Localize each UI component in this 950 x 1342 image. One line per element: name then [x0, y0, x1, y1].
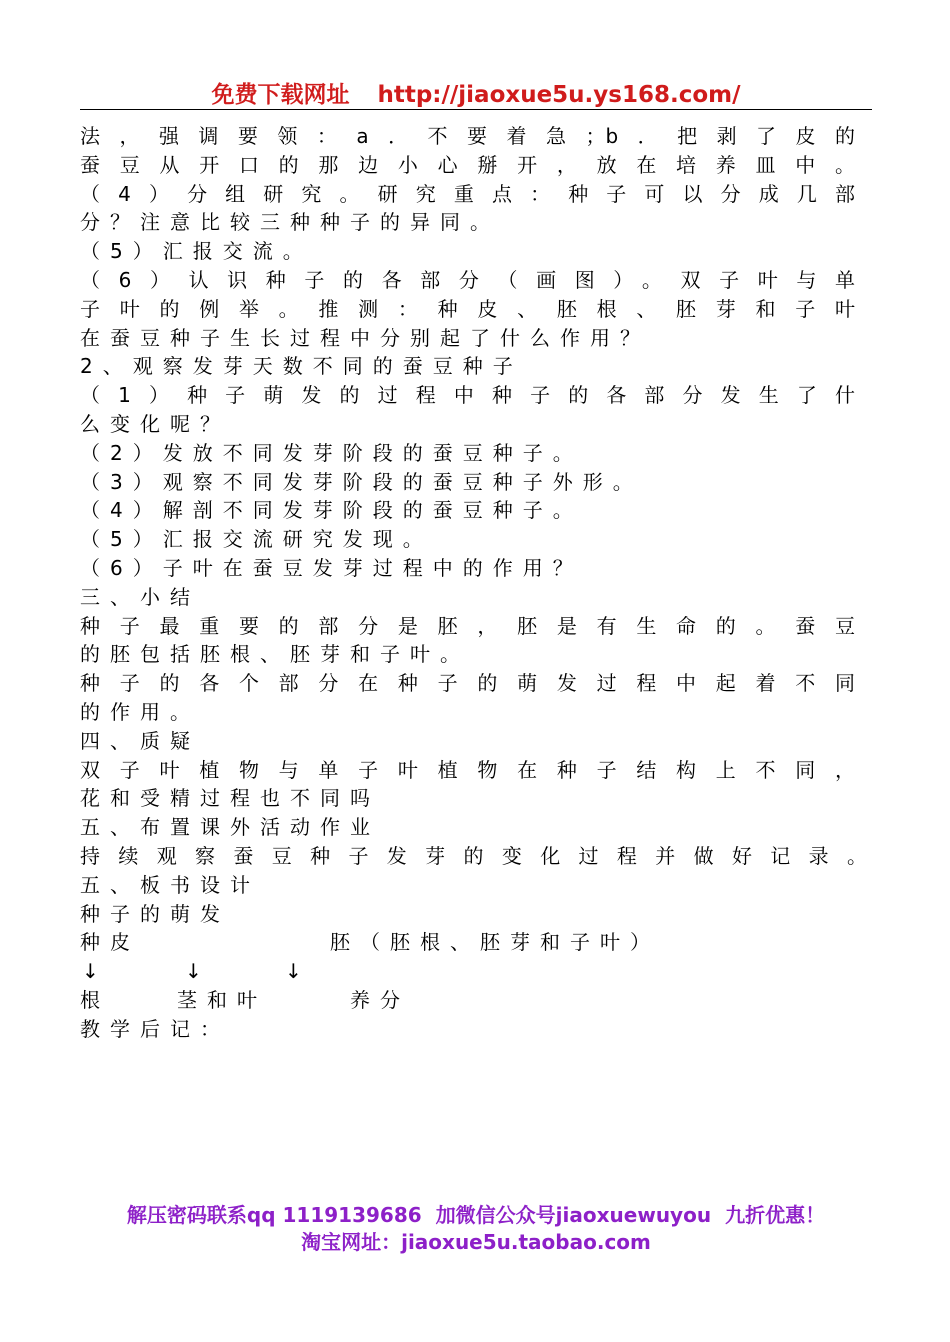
download-header [80, 76, 872, 109]
footer-taobao-link[interactable]: 淘宝网址：jiaoxue5u.taobao.com [301, 1230, 651, 1254]
header-divider [80, 109, 872, 110]
text-line: （5）汇报交流。 [80, 239, 313, 264]
footer-password-qq: 解压密码联系qq 1119139686 [126, 1203, 422, 1227]
text-line: （4）解剖不同发芽阶段的蚕豆种子。 [80, 498, 583, 523]
section-heading: 五、板书设计 [80, 872, 260, 897]
text-line: 种子最重要的部分是胚，胚是有生命的。蚕豆 [80, 613, 855, 638]
text-line: （2）发放不同发芽阶段的蚕豆种子。 [80, 440, 583, 465]
board-row-top [80, 928, 870, 957]
teaching-notes-label: 教学后记： [80, 1016, 230, 1041]
text-line: 种子的各个部分在种子的萌发过程中起着不同 [80, 671, 855, 696]
text-line: 子叶的例举。推测：种皮、胚根、胚芽和子叶 [80, 296, 855, 321]
section-heading: 四、质疑 [80, 728, 200, 753]
text-line: 的胚包括胚根、胚芽和子叶。 [80, 642, 470, 667]
text-line: 蚕豆从开口的那边小心掰开，放在培养皿中。 [80, 152, 855, 177]
text-line: 花和受精过程也不同吗 [80, 786, 380, 811]
text-line: （3）观察不同发芽阶段的蚕豆种子外形。 [80, 469, 643, 494]
board-arrows-row [80, 957, 870, 986]
board-root: 根 [80, 987, 110, 1012]
text-line: 在蚕豆种子生长过程中分别起了什么作用？ [80, 325, 650, 350]
text-line: 法，强调要领：a．不要着急；b．把剥了皮的 [80, 124, 855, 148]
board-title: 种子的萌发 [80, 901, 230, 926]
document-body [80, 122, 870, 1044]
footer-wechat: 加微信公众号jiaoxuewuyou [435, 1203, 712, 1227]
board-nutrient: 养分 [350, 987, 410, 1012]
arrow-down-icon: ↓ [185, 959, 202, 984]
text-line: 2、观察发芽天数不同的蚕豆种子 [80, 354, 523, 379]
text-line: 持续观察蚕豆种子发芽的变化过程并做好记录。 [80, 843, 867, 868]
board-stem-leaf: 茎和叶 [177, 987, 267, 1012]
text-line: （1）种子萌发的过程中种子的各部分发生了什 [80, 383, 855, 408]
text-line: 么变化呢？ [80, 411, 230, 436]
text-line: 的作用。 [80, 699, 200, 724]
text-line: （6）子叶在蚕豆发芽过程中的作用？ [80, 555, 583, 580]
text-line: （4）分组研究。研究重点：种子可以分成几部 [80, 181, 855, 206]
board-seed-coat: 种皮 [80, 930, 140, 955]
header-url-link[interactable]: http://jiaoxue5u.ys168.com/ [377, 82, 741, 108]
arrow-down-icon: ↓ [285, 959, 302, 984]
board-embryo: 胚（胚根、胚芽和子叶） [330, 930, 660, 955]
section-heading: 三、小结 [80, 584, 200, 609]
text-line: 双子叶植物与单子叶植物在种子结构上不同， [80, 757, 855, 782]
text-line: （6）认识种子的各部分（画图）。双子叶与单 [80, 267, 855, 292]
text-line: 分？注意比较三种种子的异同。 [80, 210, 500, 235]
section-heading: 五、布置课外活动作业 [80, 815, 380, 840]
text-line: （5）汇报交流研究发现。 [80, 527, 433, 552]
header-label: 免费下载网址 [211, 82, 350, 108]
board-row-bottom [80, 986, 870, 1015]
arrow-down-icon: ↓ [82, 959, 99, 984]
footer-discount: 九折优惠！ [725, 1203, 826, 1227]
footer-contact [80, 1199, 872, 1228]
